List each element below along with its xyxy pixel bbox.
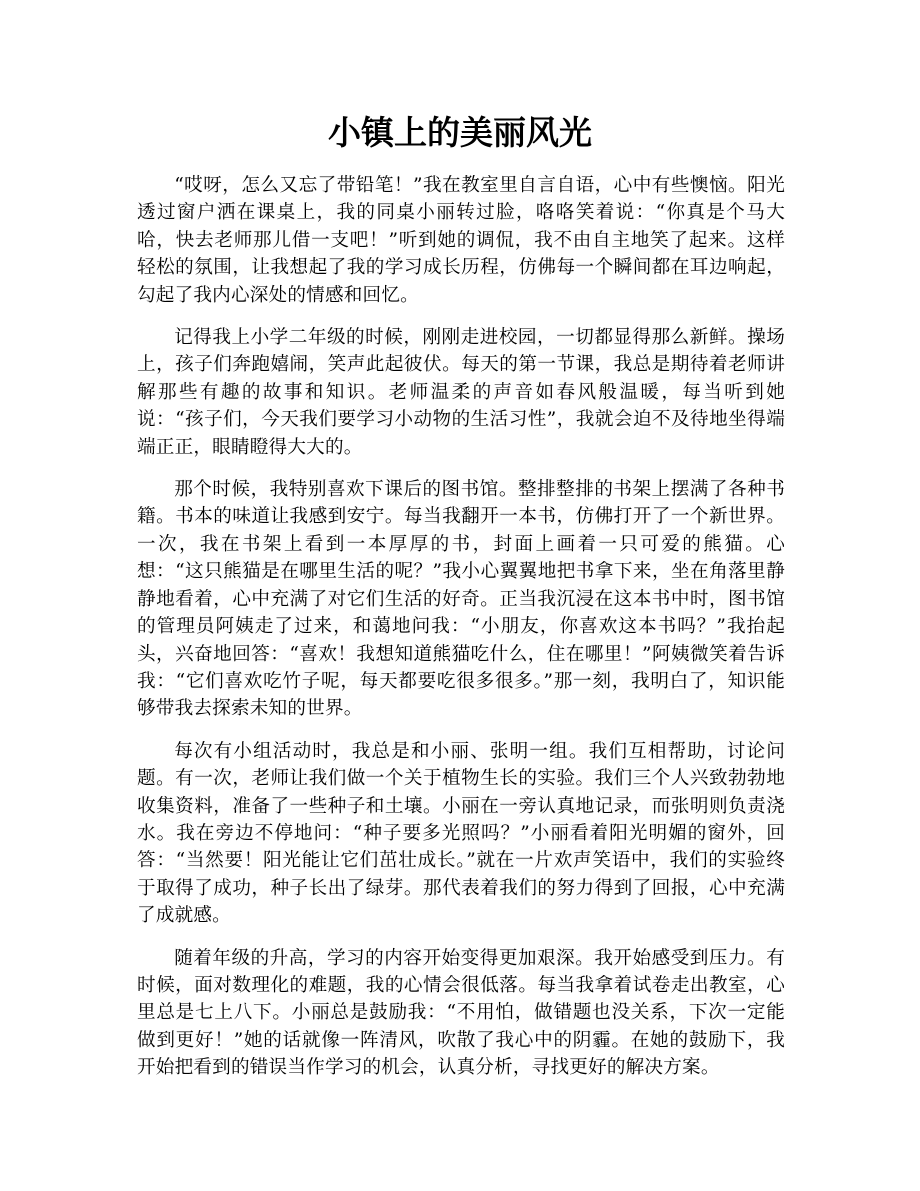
paragraph-5: 随着年级的升高，学习的内容开始变得更加艰深。我开始感受到压力。有时候，面对数理化的难题，我的心情会很低落。每当我拿着试卷走出教室，心里总是七上八下。小丽总是鼓励我：“不用怕，做错题也没关系，下次一定能做到更好！”她的话就像一阵清风，吹散了我心中的阴霾。在她的鼓励下，我开始把看到的错误当作学习的机会，认真分析，寻找更好的解决方案。 bbox=[137, 947, 785, 1079]
paragraph-4: 每次有小组活动时，我总是和小丽、张明一组。我们互相帮助，讨论问题。有一次，老师让我们做一个关于植物生长的实验。我们三个人兴致勃勃地收集资料，准备了一些种子和土壤。小丽在一旁认真地记录，而张明则负责浇水。我在旁边不停地问：“种子要多光照吗？”小丽看着阳光明媚的窗外，回答：“当然要！阳光能让它们茁壮成长。”就在一片欢声笑语中，我们的实验终于取得了成功，种子长出了绿芽。那代表着我们的努力得到了回报，心中充满了成就感。 bbox=[137, 740, 785, 927]
paragraph-1: “哎呀，怎么又忘了带铅笔！”我在教室里自言自语，心中有些懊恼。阳光透过窗户洒在课桌上，我的同桌小丽转过脸，咯咯笑着说：“你真是个马大哈，快去老师那儿借一支吧！”听到她的调侃，我不由自主地笑了起来。这样轻松的氛围，让我想起了我的学习成长历程，仿佛每一个瞬间都在耳边响起，勾起了我内心深处的情感和回忆。 bbox=[137, 175, 785, 306]
paragraph-3: 那个时候，我特别喜欢下课后的图书馆。整排整排的书架上摆满了各种书籍。书本的味道让我感到安宁。每当我翻开一本书，仿佛打开了一个新世界。一次，我在书架上看到一本厚厚的书，封面上画着一只可爱的熊猫。心想：“这只熊猫是在哪里生活的呢？”我小心翼翼地把书拿下来，坐在角落里静静地看着，心中充满了对它们生活的好奇。正当我沉浸在这本书中时，图书馆的管理员阿姨走了过来，和蔼地问我：“小朋友，你喜欢这本书吗？”我抬起头，兴奋地回答：“喜欢！我想知道熊猫吃什么，住在哪里！”阿姨微笑着告诉我：“它们喜欢吃竹子呢，每天都要吃很多很多。”那一刻，我明白了，知识能够带我去探索未知的世界。 bbox=[137, 479, 785, 720]
document-body bbox=[137, 172, 785, 1097]
document-title: 小镇上的美丽风光 bbox=[328, 113, 592, 152]
paragraph-2: 记得我上小学二年级的时候，刚刚走进校园，一切都显得那么新鲜。操场上，孩子们奔跑嬉闹，笑声此起彼伏。每天的第一节课，我总是期待着老师讲解那些有趣的故事和知识。老师温柔的声音如春风般温暖，每当听到她说：“孩子们，今天我们要学习小动物的生活习性”，我就会迫不及待地坐得端端正正，眼睛瞪得大大的。 bbox=[137, 327, 785, 458]
